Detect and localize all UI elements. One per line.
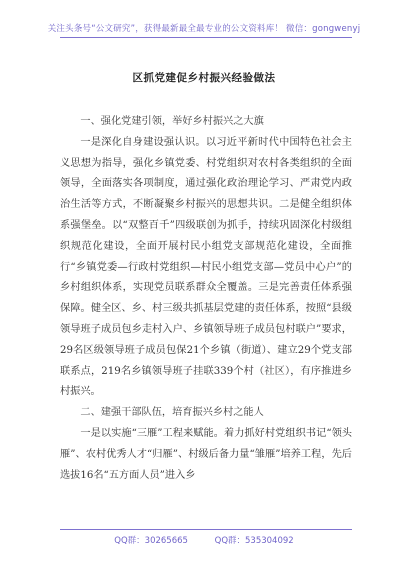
header-banner: 关注头条号“公文研究”，获得最新最全最专业的公文资料库！ 微信：gongwenyj (47, 24, 361, 34)
body-paragraph-1: 一是深化自身建设强认识。以习近平新时代中国特色社会主义思想为指导，强化乡镇党委、村党组织对农村各类组织的全面领导，全面落实各项制度，通过强化政治理论学习、严肃党内政治生活等方式，不断凝聚乡村振兴的思想共识。二是健全组织体系强堡垒。以“双整百千”四级联创为抓手，持续巩固深化村级组织规范化建设，全面开展村民小组党支部规范化建设，全面推行“乡镇党委—行政村党组织—村民小组党支部—党员中心户”的乡村组织体系，实现党员联系群众全覆盖。三是完善责任体系强保障。健全区、乡、村三级共抓基层党建的责任体系，按照“县级领导班子成员包乡走村入户、乡镇领导班子成员包村联户”要求，29名区级领导班子成员包保21个乡镇（街道）、建立29个党支部联系点，219名乡镇领导班子挂联339个村（社区），有序推进乡村振兴。 (60, 136, 352, 398)
document-title: 区抓党建促乡村振兴经验做法 (132, 72, 276, 84)
footer (0, 534, 408, 546)
body-paragraph-2: 一是以实施“三雁”工程来赋能。着力抓好村党组织书记“领头雁”、农村优秀人才“归雁”、村级后备力量“雏雁”培养工程，先后选拔16名“五方面人员”进入乡 (60, 427, 352, 481)
footer-qq-group-2: QQ群：535304092 (214, 536, 294, 546)
section-heading-2: 二、建强干部队伍，培育振兴乡村之能人 (80, 407, 264, 419)
document-body (60, 112, 352, 486)
header-divider (60, 37, 352, 38)
section-heading-1: 一、强化党建引领，举好乡村振兴之大旗 (80, 116, 264, 127)
footer-divider (60, 529, 352, 530)
footer-qq-group-1: QQ群：30265665 (114, 536, 188, 546)
